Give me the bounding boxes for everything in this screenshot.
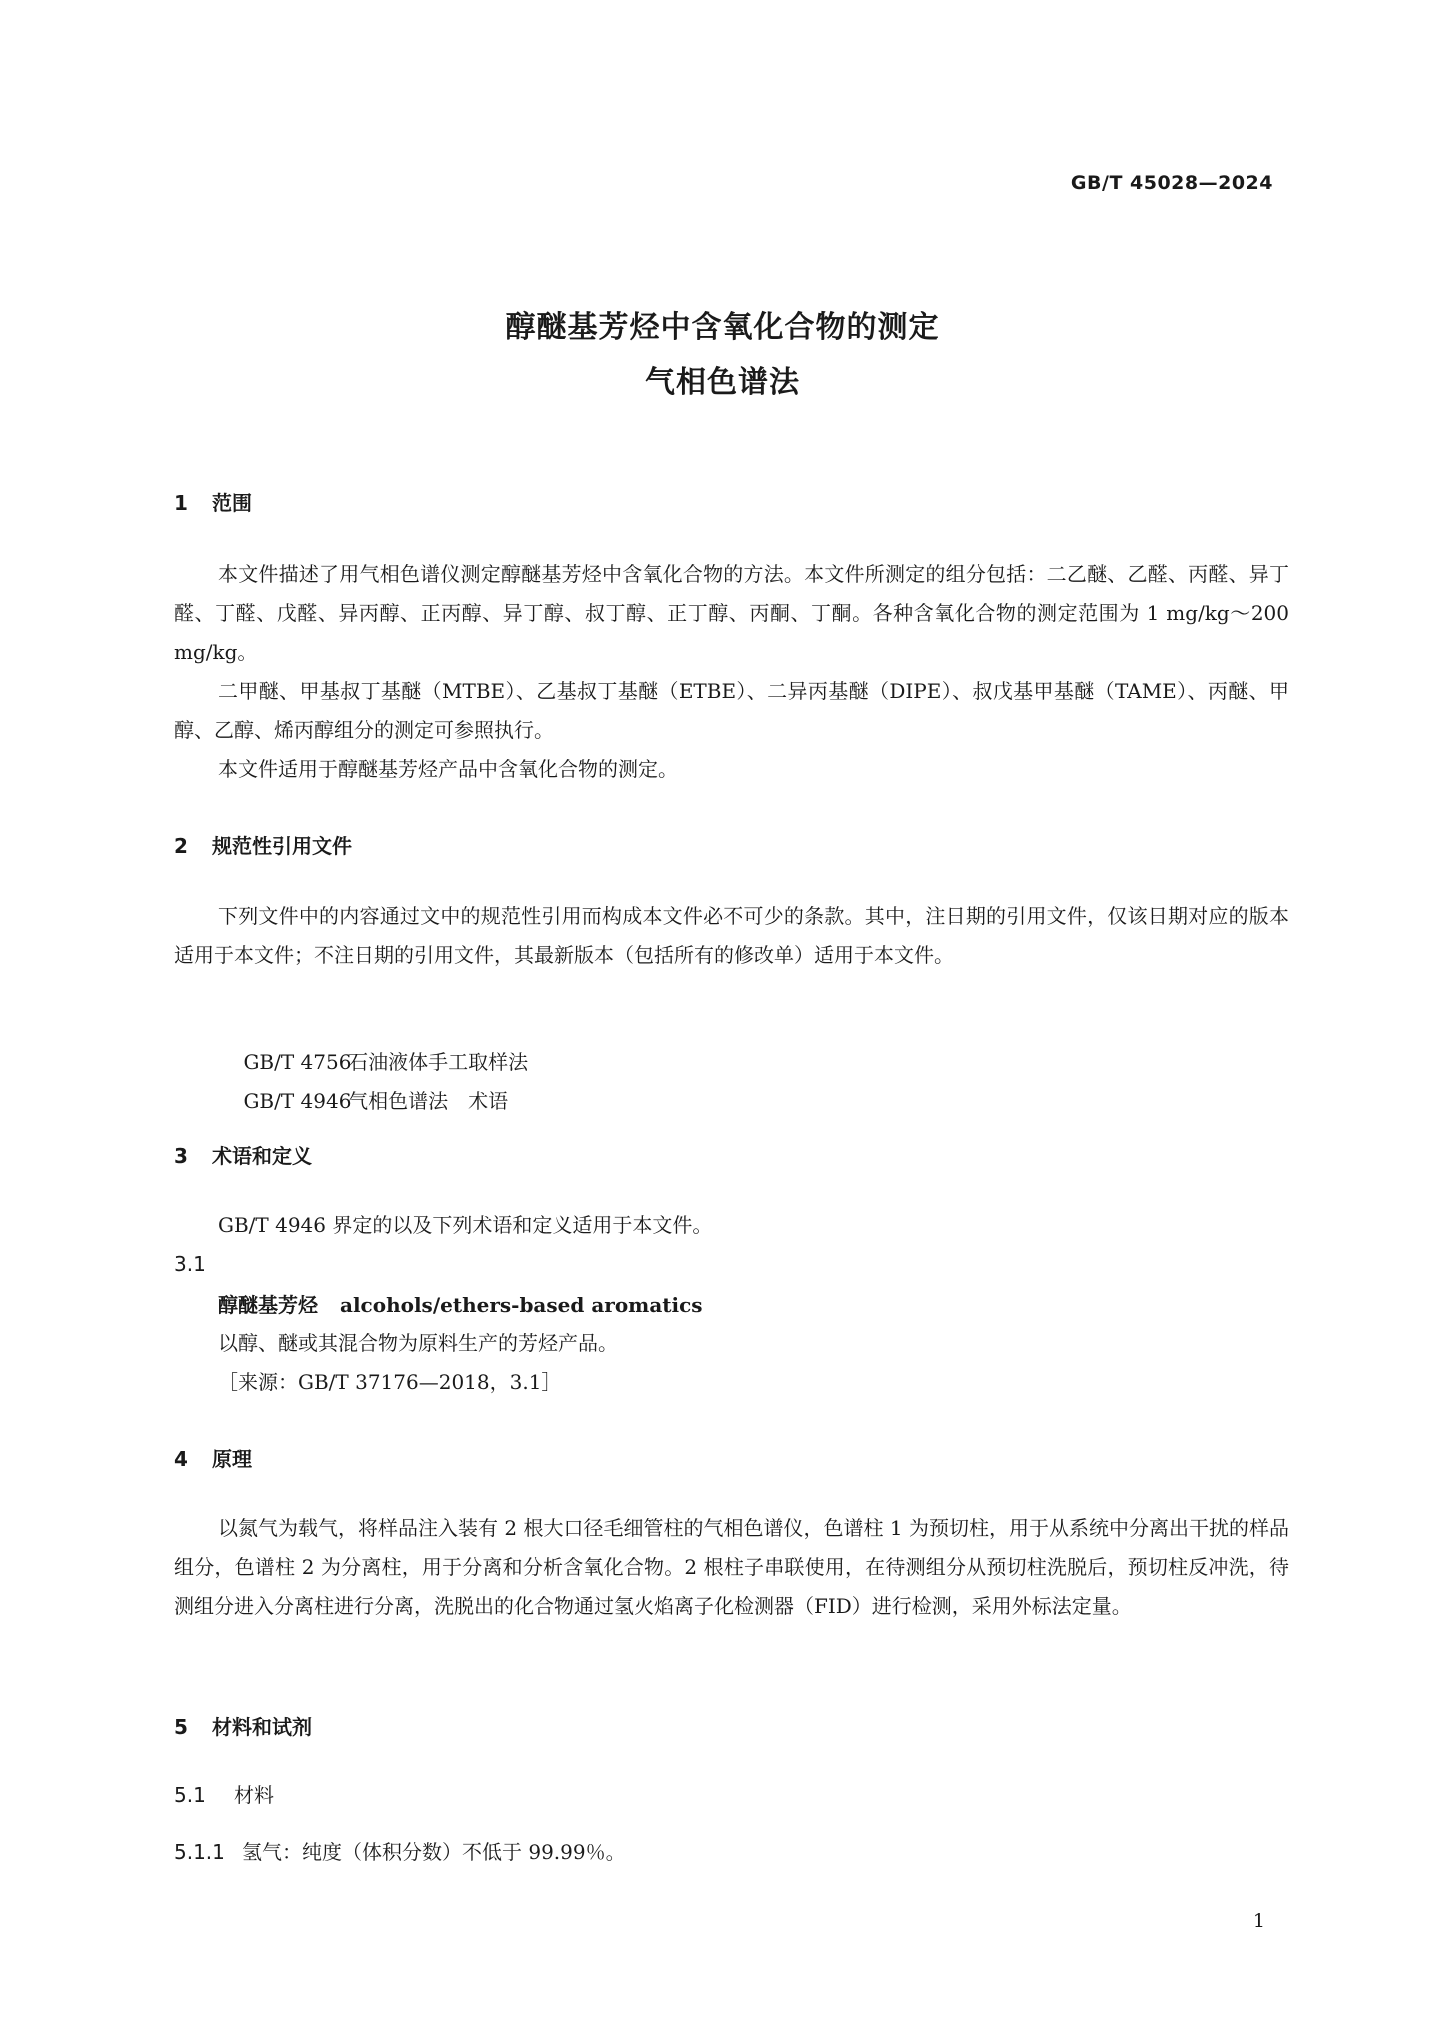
normative-references-paragraph: 下列文件中的内容通过文中的规范性引用而构成本文件必不可少的条款。其中，注日期的引用文件，仅该日期对应的版本适用于本文件；不注日期的引用文件，其最新版本（包括所有的修改单）适用于本文件。 bbox=[174, 904, 1289, 967]
document-subtitle: 气相色谱法 bbox=[645, 365, 800, 400]
section-heading-3 bbox=[174, 1140, 312, 1169]
section-heading-4 bbox=[174, 1443, 252, 1472]
reference-code: GB/T 4756 bbox=[243, 1050, 352, 1074]
principle-paragraph: 以氮气为载气，将样品注入装有 2 根大口径毛细管柱的气相色谱仪，色谱柱 1 为预切柱，用于从系统中分离出干扰的样品组分，色谱柱 2 为分离柱，用于分离和分析含氧化合物。2 根柱子串联使用，在待测组分从预切柱洗脱后，预切柱反冲洗，待测组分进入分离柱进行分离，洗脱出的化合物通过氢火焰离子化检测器（FID）进行检测，采用外标法定量。 bbox=[174, 1516, 1289, 1618]
term-entry bbox=[218, 1289, 703, 1318]
term-source: ［来源：GB/T 37176—2018，3.1］ bbox=[218, 1370, 562, 1394]
section-number: 2 bbox=[174, 834, 188, 858]
scope-paragraph-2: 二甲醚、甲基叔丁基醚（MTBE）、乙基叔丁基醚（ETBE）、二异丙基醚（DIPE）、叔戊基甲基醚（TAME）、丙醚、甲醇、乙醇、烯丙醇组分的测定可参照执行。 bbox=[174, 679, 1289, 742]
section-heading-2 bbox=[174, 830, 352, 859]
section-number: 3 bbox=[174, 1144, 188, 1168]
term-number: 3.1 bbox=[174, 1252, 206, 1276]
section-heading-1 bbox=[174, 487, 252, 516]
term-chinese: 醇醚基芳烃 bbox=[218, 1293, 318, 1317]
term-definition: 以醇、醚或其混合物为原料生产的芳烃产品。 bbox=[218, 1331, 618, 1355]
term-english: alcohols/ethers-based aromatics bbox=[340, 1293, 703, 1317]
section-title: 术语和定义 bbox=[212, 1144, 312, 1168]
section-number: 1 bbox=[174, 491, 188, 515]
clause-text: 氢气：纯度（体积分数）不低于 99.99％。 bbox=[242, 1840, 626, 1864]
subsection-heading-5-1 bbox=[174, 1779, 274, 1808]
subsection-number: 5.1 bbox=[174, 1783, 206, 1807]
reference-name: 石油液体手工取样法 bbox=[348, 1050, 529, 1074]
clause-5-1-1 bbox=[174, 1836, 626, 1865]
section-number: 4 bbox=[174, 1447, 188, 1471]
section-heading-5 bbox=[174, 1711, 312, 1740]
section-number: 5 bbox=[174, 1715, 188, 1739]
scope-paragraph-1: 本文件描述了用气相色谱仪测定醇醚基芳烃中含氧化合物的方法。本文件所测定的组分包括：二乙醚、乙醛、丙醛、异丁醛、丁醛、戊醛、异丙醇、正丙醇、异丁醇、叔丁醇、正丁醇、丙酮、丁酮。各种含氧化合物的测定范围为 1 mg/kg～200 mg/kg。 bbox=[174, 562, 1289, 664]
section-title: 规范性引用文件 bbox=[212, 834, 352, 858]
scope-paragraph-3: 本文件适用于醇醚基芳烃产品中含氧化合物的测定。 bbox=[218, 757, 678, 781]
reference-code: GB/T 4946 bbox=[243, 1089, 352, 1113]
subsection-title: 材料 bbox=[234, 1783, 274, 1807]
reference-name: 气相色谱法 术语 bbox=[348, 1089, 509, 1113]
page-number: 1 bbox=[1252, 1910, 1265, 1932]
terms-intro: GB/T 4946 界定的以及下列术语和定义适用于本文件。 bbox=[218, 1213, 713, 1237]
clause-number: 5.1.1 bbox=[174, 1840, 225, 1864]
section-title: 范围 bbox=[212, 491, 252, 515]
section-title: 原理 bbox=[212, 1447, 252, 1471]
document-title: 醇醚基芳烃中含氧化合物的测定 bbox=[505, 310, 940, 345]
section-title: 材料和试剂 bbox=[212, 1715, 312, 1739]
standard-code: GB/T 45028—2024 bbox=[1070, 172, 1273, 194]
reference-item bbox=[218, 1061, 508, 1138]
